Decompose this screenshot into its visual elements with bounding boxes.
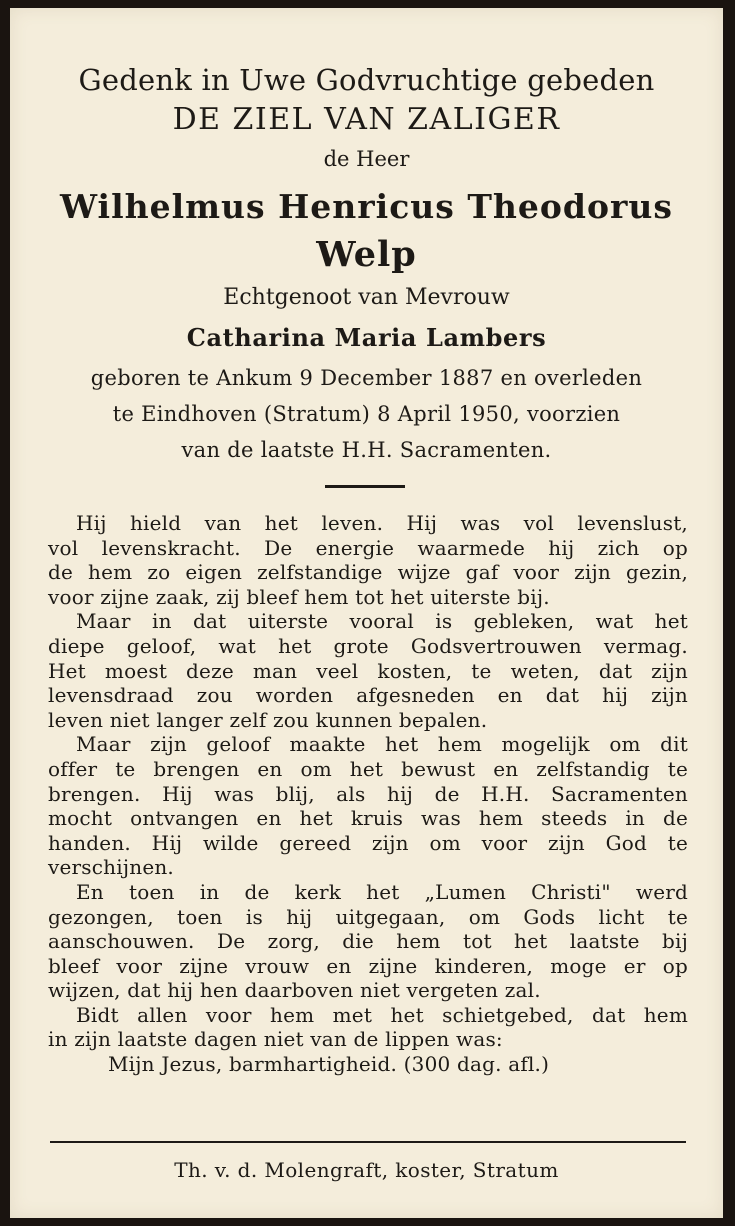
text-line: Het moest deze man veel kosten, te weten, dat zijn — [48, 658, 688, 683]
text-line: leven niet langer zelf zou kunnen bepalen. — [48, 707, 488, 732]
text-line: Bidt allen voor hem met het schietgebed, dat hem — [76, 1002, 688, 1027]
dates-line: geboren te Ankum 9 December 1887 en overleden — [90, 366, 643, 390]
spouse-name: Catharina Maria Lambers — [186, 323, 547, 352]
paragraph-5 — [48, 1003, 688, 1052]
text-line: offer te brengen en om het bewust en zelfstandig te — [48, 756, 688, 781]
intro-line: Gedenk in Uwe Godvruchtige gebeden — [78, 63, 655, 97]
prayer-line: Mijn Jezus, barmhartigheid. (300 dag. afl.) — [108, 1052, 550, 1077]
text-line: mocht ontvangen en het kruis was hem steeds in de — [48, 806, 688, 831]
card-header — [10, 60, 723, 468]
text-line: levensdraad zou worden afgesneden en dat hij zijn — [48, 683, 688, 708]
paragraph-2 — [48, 609, 688, 732]
text-line: diepe geloof, wat het grote Godsvertrouwen vermag. — [48, 633, 688, 658]
text-line: vol levenskracht. De energie waarmede hij zich op — [48, 535, 688, 560]
dates-line: te Eindhoven (Stratum) 8 April 1950, voorzien — [112, 402, 621, 426]
spouse-intro: Echtgenoot van Mevrouw — [223, 285, 510, 310]
text-line: aanschouwen. De zorg, die hem tot het laatste bij — [48, 929, 688, 954]
text-line: En toen in de kerk het „Lumen Christi" werd — [76, 879, 688, 904]
text-line: gezongen, toen is hij uitgegaan, om Gods licht te — [48, 904, 688, 929]
short-divider — [325, 485, 405, 488]
heer-line: de Heer — [323, 147, 410, 171]
ziel-line: DE ZIEL VAN ZALIGER — [172, 102, 561, 137]
text-line: de hem zo eigen zelfstandige wijze gaf voor zijn gezin, — [48, 560, 688, 585]
text-line: Maar zijn geloof maakte het hem mogelijk om dit — [76, 732, 688, 757]
paragraph-3 — [48, 732, 688, 880]
text-line: Hij hield van het leven. Hij was vol levenslust, — [76, 511, 688, 535]
text-line: in zijn laatste dagen niet van de lippen was: — [48, 1027, 503, 1052]
printer-credit: Th. v. d. Molengraft, koster, Stratum — [174, 1158, 559, 1182]
text-line: bleef voor zijne vrouw en zijne kinderen, moge er op — [48, 953, 688, 978]
paragraph-1 — [48, 511, 688, 609]
text-line: wijzen, dat hij hen daarboven niet vergeten zal. — [48, 978, 541, 1003]
text-line: handen. Hij wilde gereed zijn om voor zijn God te — [48, 830, 688, 855]
footer-divider — [50, 1141, 686, 1143]
text-line: Maar in dat uiterste vooral is gebleken, wat het — [76, 609, 688, 634]
deceased-given-names: Wilhelmus Henricus Theodorus — [60, 187, 673, 226]
deceased-surname: Welp — [316, 234, 417, 275]
body-text — [48, 511, 688, 1077]
text-line: voor zijne zaak, zij bleef hem tot het uiterste bij. — [48, 584, 550, 609]
paragraph-4 — [48, 880, 688, 1003]
memorial-card — [10, 8, 723, 1218]
dates-line: van de laatste H.H. Sacramenten. — [181, 438, 552, 462]
text-line: brengen. Hij was blij, als hij de H.H. Sacramenten — [48, 781, 688, 806]
text-line: verschijnen. — [48, 855, 174, 880]
